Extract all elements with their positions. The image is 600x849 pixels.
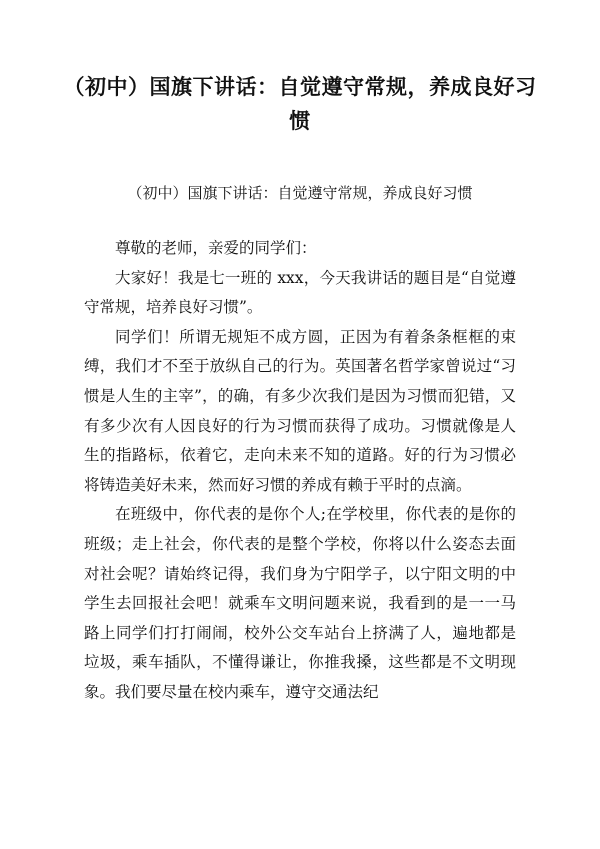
paragraph-salutation: 尊敬的老师，亲爱的同学们： [115, 239, 317, 257]
paragraph-greeting: 大家好！我是七一班的 xxx，今天我讲话的题目是“自觉遵守常规，培养良好习惯”。 [84, 268, 516, 317]
paragraph-civility: 在班级中，你代表的是你个人;在学校里，你代表的是你的班级；走上社会，你代表的是整个学校，你将以什么姿态去面对社会呢？请始终记得，我们身为宁阳学子，以宁阳文明的中学生去回报社会吧！就乘车文明问题来说，我看到的是一一马路上同学们打打闹闹，校外公交车站台上挤满了人，遍地都是垃圾，乘车插队，不懂得谦让，你推我搡，这些都是不文明现象。我们要尽量在校内乘车，遵守交通法纪 [84, 505, 516, 701]
paragraph-habits: 同学们！所谓无规矩不成方圆，正因为有着条条框框的束缚，我们才不至于放纵自己的行为。英国著名哲学家曾说过“习惯是人生的主宰”，的确，有多少次我们是因为习惯而犯错，又有多少次有人因良好的行为习惯而获得了成功。习惯就像是人生的指路标，依着它，走向未来不知的道路。好的行为习惯必将铸造美好未来，然而好习惯的养成有赖于平时的点滴。 [84, 327, 516, 494]
document-title: （初中）国旗下讲话：自觉遵守常规，养成良好习惯 [63, 75, 537, 133]
document-subtitle: （初中）国旗下讲话：自觉遵守常规，养成良好习惯 [127, 184, 473, 202]
document-body [84, 234, 516, 708]
